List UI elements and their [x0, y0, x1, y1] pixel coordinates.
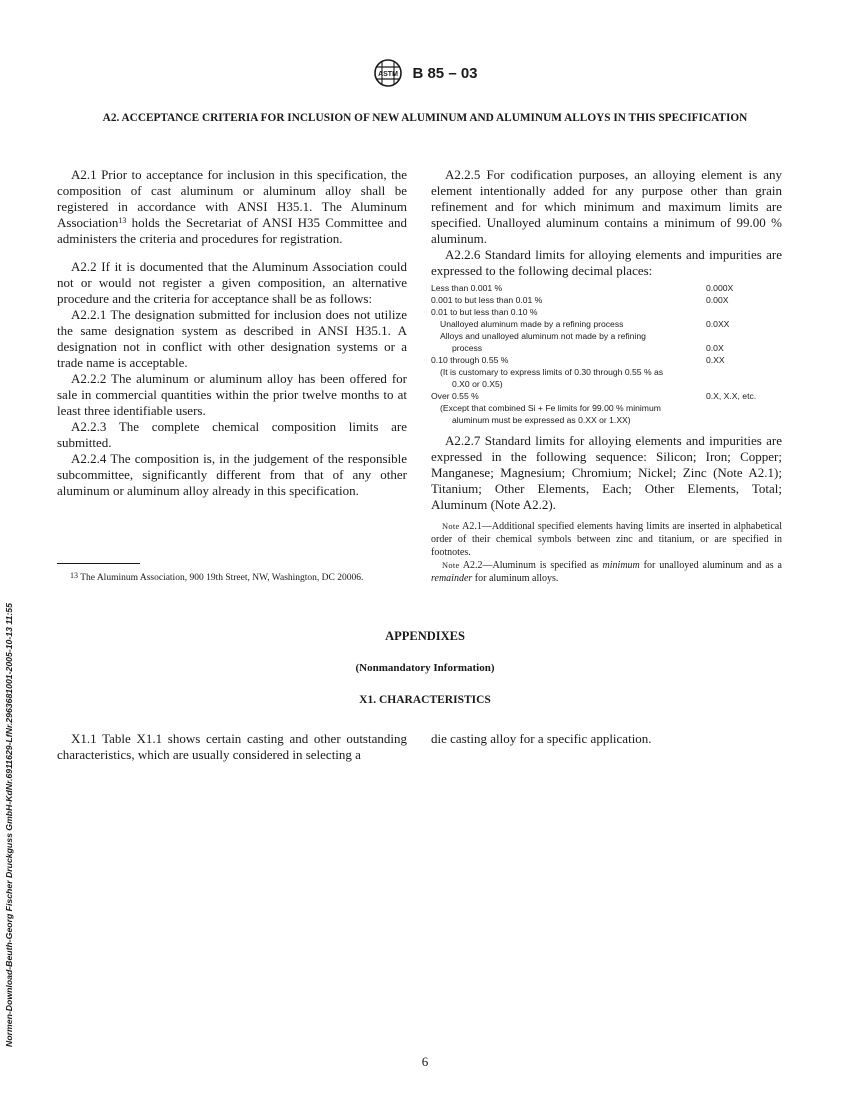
- paragraph-x1-1: X1.1 Table X1.1 shows certain casting and other outstanding characteristics, which are usually considered in selecting a: [57, 731, 407, 762]
- paragraph-a2-2-4: A2.2.4 The composition is, in the judgement of the responsible subcommittee, significantly different from that of any other aluminum or aluminum alloy already in this specification.: [57, 451, 407, 498]
- paragraph-a2-2-7: A2.2.7 Standard limits for alloying elements and impurities are expressed in the following sequence: Silicon; Iron; Copper; Manganese; Magnesium; Chromium; Nickel; Zinc (Note A2.1); Titanium; Other Elements, Each; Other Elements, Total; Aluminum (Note A2.2).: [431, 433, 782, 512]
- x1-title: X1. CHARACTERISTICS: [359, 694, 491, 706]
- paragraph-a2-2-6: A2.2.6 Standard limits for alloying elements and impurities are expressed to the following decimal places:: [431, 247, 782, 278]
- download-watermark: Normen-Download-Beuth-Georg Fischer Druckguss GmbH-KdNr.6911629-LfNr.2963681001-2005-10-13 11:55: [4, 603, 14, 1047]
- paragraph-a2-1: A2.1 Prior to acceptance for inclusion in this specification, the composition of cast aluminum or aluminum alloy shall be registered in accordance with ANSI H35.1. The Aluminum Association$^{13}$ holds the Secretariat of ANSI H35 Committee and administers the criteria and procedures for registration.: [57, 167, 407, 246]
- paragraph-a2-2-3: A2.2.3 The complete chemical composition limits are submitted.: [57, 419, 407, 450]
- footnote-13: $^{13}$ The Aluminum Association, 900 19th Street, NW, Washington, DC 20006.: [70, 571, 364, 583]
- note-a2-2: Note A2.2—Aluminum is specified as minimum for unalloyed aluminum and as a remainder for aluminum alloys.: [431, 560, 782, 584]
- table-row: (Except that combined Si + Fe limits for 99.00 % minimum: [440, 403, 661, 413]
- page-number: 6: [421, 1054, 429, 1069]
- page-header: [0, 58, 850, 88]
- table-row: (It is customary to express limits of 0.30 through 0.55 % as: [440, 367, 664, 377]
- astm-logo-icon: [372, 58, 404, 88]
- table-row: Alloys and unalloyed aluminum not made by a refining: [440, 331, 646, 341]
- appendixes-subtitle: (Nonmandatory Information): [355, 662, 495, 674]
- appendixes-title: APPENDIXES: [385, 629, 465, 643]
- table-row: Unalloyed aluminum made by a refining process 0.0XX: [440, 319, 730, 329]
- paragraph-a2-2-1: A2.2.1 The designation submitted for inclusion does not utilize the same designation system as described in ANSI H35.1. A designation not in conflict with other designation systems or a trade name is acceptable.: [57, 307, 407, 370]
- right-column: [431, 167, 782, 585]
- table-row: 0.001 to but less than 0.01 % 0.00X: [431, 295, 729, 305]
- note-a2-1: Note A2.1—Additional specified elements having limits are inserted in alphabetical order of their chemical symbols between zinc and titanium, or are specified in footnotes.: [431, 521, 782, 558]
- x1-left-column: [57, 731, 407, 763]
- svg-text:ASTM: ASTM: [378, 71, 399, 78]
- x1-right-column: [431, 731, 782, 747]
- table-row: process 0.0X: [452, 343, 724, 353]
- footnote-divider: [57, 563, 140, 564]
- paragraph-a2-2-2: A2.2.2 The aluminum or aluminum alloy has been offered for sale in commercial quantities within the prior twelve months to at least three identifiable users.: [57, 371, 407, 418]
- section-a2-title: A2. ACCEPTANCE CRITERIA FOR INCLUSION OF NEW ALUMINUM AND ALUMINUM ALLOYS IN THIS SPECIFICATION: [102, 112, 748, 124]
- table-row: aluminum must be expressed as 0.XX or 1.XX): [452, 415, 631, 425]
- decimal-places-table: [431, 282, 782, 426]
- standard-designation: B 85 – 03: [412, 64, 478, 82]
- left-column: [57, 167, 407, 499]
- paragraph-a2-2: A2.2 If it is documented that the Aluminum Association could not or would not register a given composition, an alternative procedure and the criteria for acceptance shall be as follows:: [57, 259, 407, 306]
- table-row: 0.01 to but less than 0.10 %: [431, 307, 538, 317]
- table-row: Less than 0.001 % 0.000X: [431, 283, 734, 293]
- table-row: 0.X0 or 0.X5): [452, 379, 503, 389]
- paragraph-x1-1-continued: die casting alloy for a specific application.: [431, 731, 652, 746]
- paragraph-a2-2-5: A2.2.5 For codification purposes, an alloying element is any element intentionally added for any purpose other than grain refinement and for which minimum and maximum limits are specified. Unalloyed aluminum contains a minimum of 99.00 % aluminum.: [431, 167, 782, 246]
- table-row: 0.10 through 0.55 % 0.XX: [431, 355, 725, 365]
- footnote-ref-13[interactable]: 13: [118, 216, 127, 225]
- table-row: Over 0.55 % 0.X, X.X, etc.: [431, 391, 757, 401]
